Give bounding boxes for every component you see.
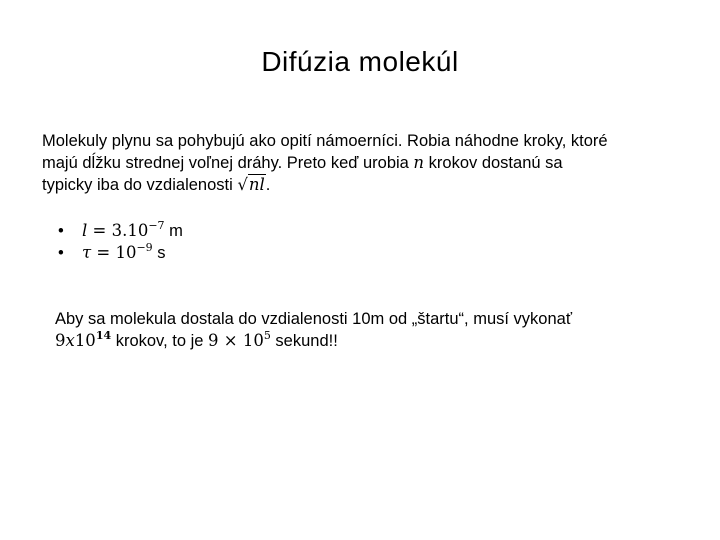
steps-exponent: 14 [95, 328, 112, 342]
sqrt-expression [237, 174, 265, 196]
bullet-item-mean-free-path [58, 220, 183, 242]
steps-coefficient: 9 [55, 331, 66, 350]
bullet-eq: = 3.10 [87, 221, 149, 240]
bullet-lhs: τ [82, 243, 92, 262]
conclusion-line-2-text: krokov, to je [111, 332, 209, 350]
bullet-unit: m [164, 222, 183, 240]
seconds-exponent: 5 [263, 328, 271, 342]
steps-base: 10 [74, 331, 96, 350]
bullet-item-time-step [58, 242, 183, 264]
bullet-list [58, 220, 183, 264]
conclusion-paragraph [55, 309, 695, 352]
radical-sign: √ [237, 175, 248, 194]
steps-x: x [65, 331, 75, 350]
intro-paragraph [42, 131, 692, 196]
variable-n: n [413, 153, 425, 172]
intro-line-2-text-b: krokov dostanú sa [424, 154, 563, 172]
intro-line-1: Molekuly plynu sa pohybujú ako opití námoerníci. Robia náhodne kroky, ktoré [42, 132, 608, 150]
conclusion-line-2 [55, 330, 695, 352]
bullet-marker: • [58, 244, 64, 262]
bullet-unit: s [152, 244, 166, 262]
bullet-marker: • [58, 222, 64, 240]
intro-line-3 [42, 174, 692, 196]
conclusion-line-1: Aby sa molekula dostala do vzdialenosti 10m od „štartu“, musí vykonať [55, 310, 573, 328]
conclusion-line-2-end: sekund!! [270, 332, 338, 350]
intro-line-2-text-a: majú dĺžku strednej voľnej dráhy. Preto keď urobia [42, 154, 414, 172]
bullet-eq: = 10 [91, 243, 137, 262]
intro-line-3-text-a: typicky iba do vzdialenosti [42, 176, 238, 194]
intro-line-2 [42, 152, 692, 174]
slide-title: Difúzia molekúl [261, 46, 459, 77]
bullet-exponent: −9 [136, 240, 153, 254]
seconds-value: 9 × 10 [208, 331, 264, 350]
intro-line-3-text-b: . [265, 176, 271, 194]
bullet-lhs: l [82, 221, 88, 240]
sqrt-radicand: nl [248, 175, 265, 194]
bullet-exponent: −7 [148, 218, 165, 232]
